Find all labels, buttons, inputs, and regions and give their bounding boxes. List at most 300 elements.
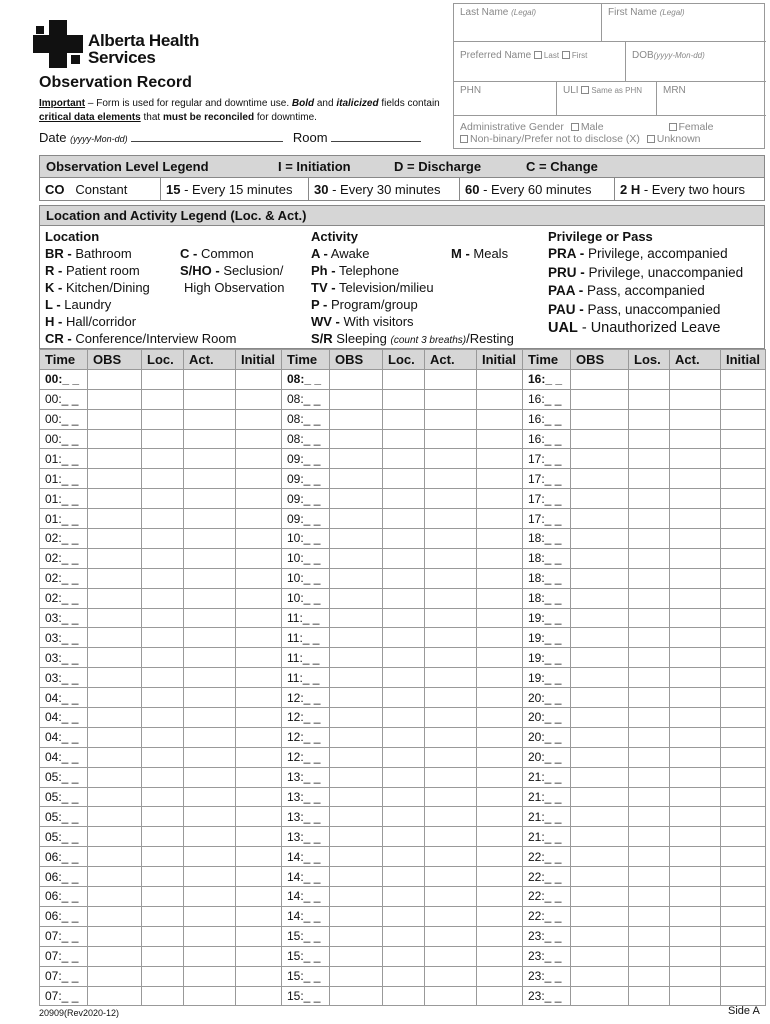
initial-cell[interactable] [721, 986, 766, 1006]
loc-cell[interactable] [142, 906, 184, 926]
loc-cell[interactable] [629, 807, 670, 827]
initial-cell[interactable] [477, 568, 523, 588]
act-cell[interactable] [670, 648, 721, 668]
obs-cell[interactable] [571, 807, 629, 827]
loc-cell[interactable] [383, 608, 425, 628]
initial-cell[interactable] [721, 708, 766, 728]
initial-cell[interactable] [721, 727, 766, 747]
obs-cell[interactable] [88, 489, 142, 509]
loc-cell[interactable] [383, 747, 425, 767]
obs-cell[interactable] [88, 628, 142, 648]
loc-cell[interactable] [142, 688, 184, 708]
act-cell[interactable] [184, 767, 236, 787]
obs-cell[interactable] [88, 389, 142, 409]
act-cell[interactable] [184, 409, 236, 429]
act-cell[interactable] [184, 688, 236, 708]
act-cell[interactable] [425, 787, 477, 807]
initial-cell[interactable] [721, 369, 766, 389]
act-cell[interactable] [425, 548, 477, 568]
act-cell[interactable] [184, 628, 236, 648]
initial-cell[interactable] [477, 867, 523, 887]
obs-cell[interactable] [330, 887, 383, 907]
initial-cell[interactable] [477, 628, 523, 648]
loc-cell[interactable] [629, 688, 670, 708]
loc-cell[interactable] [629, 966, 670, 986]
preferred-name-field[interactable]: Preferred Name Last First [454, 42, 626, 82]
initial-cell[interactable] [236, 429, 282, 449]
initial-cell[interactable] [477, 548, 523, 568]
loc-cell[interactable] [383, 926, 425, 946]
loc-cell[interactable] [142, 727, 184, 747]
loc-cell[interactable] [629, 548, 670, 568]
loc-cell[interactable] [383, 389, 425, 409]
loc-cell[interactable] [383, 568, 425, 588]
act-cell[interactable] [425, 807, 477, 827]
act-cell[interactable] [184, 588, 236, 608]
obs-cell[interactable] [88, 747, 142, 767]
obs-cell[interactable] [330, 727, 383, 747]
initial-cell[interactable] [477, 389, 523, 409]
loc-cell[interactable] [629, 648, 670, 668]
act-cell[interactable] [670, 449, 721, 469]
initial-cell[interactable] [477, 588, 523, 608]
act-cell[interactable] [425, 906, 477, 926]
initial-cell[interactable] [721, 568, 766, 588]
loc-cell[interactable] [629, 469, 670, 489]
initial-cell[interactable] [236, 727, 282, 747]
loc-cell[interactable] [629, 946, 670, 966]
loc-cell[interactable] [142, 389, 184, 409]
act-cell[interactable] [425, 887, 477, 907]
obs-cell[interactable] [571, 787, 629, 807]
loc-cell[interactable] [383, 767, 425, 787]
initial-cell[interactable] [236, 529, 282, 549]
loc-cell[interactable] [142, 767, 184, 787]
loc-cell[interactable] [383, 688, 425, 708]
initial-cell[interactable] [236, 787, 282, 807]
act-cell[interactable] [184, 608, 236, 628]
act-cell[interactable] [425, 389, 477, 409]
obs-cell[interactable] [330, 608, 383, 628]
obs-cell[interactable] [88, 787, 142, 807]
loc-cell[interactable] [142, 529, 184, 549]
act-cell[interactable] [670, 787, 721, 807]
loc-cell[interactable] [383, 847, 425, 867]
initial-cell[interactable] [477, 648, 523, 668]
loc-cell[interactable] [629, 867, 670, 887]
obs-cell[interactable] [88, 986, 142, 1006]
initial-cell[interactable] [721, 429, 766, 449]
obs-cell[interactable] [88, 887, 142, 907]
act-cell[interactable] [670, 469, 721, 489]
loc-cell[interactable] [142, 966, 184, 986]
act-cell[interactable] [670, 807, 721, 827]
act-cell[interactable] [425, 827, 477, 847]
obs-cell[interactable] [571, 548, 629, 568]
initial-cell[interactable] [477, 449, 523, 469]
loc-cell[interactable] [629, 827, 670, 847]
initial-cell[interactable] [236, 489, 282, 509]
act-cell[interactable] [184, 946, 236, 966]
obs-cell[interactable] [88, 767, 142, 787]
obs-cell[interactable] [88, 688, 142, 708]
act-cell[interactable] [425, 688, 477, 708]
obs-cell[interactable] [88, 409, 142, 429]
act-cell[interactable] [670, 628, 721, 648]
act-cell[interactable] [425, 489, 477, 509]
obs-cell[interactable] [330, 946, 383, 966]
obs-cell[interactable] [330, 389, 383, 409]
obs-cell[interactable] [88, 588, 142, 608]
loc-cell[interactable] [629, 509, 670, 529]
loc-cell[interactable] [629, 369, 670, 389]
act-cell[interactable] [184, 986, 236, 1006]
loc-cell[interactable] [383, 548, 425, 568]
obs-cell[interactable] [330, 668, 383, 688]
initial-cell[interactable] [721, 887, 766, 907]
obs-cell[interactable] [571, 847, 629, 867]
initial-cell[interactable] [721, 767, 766, 787]
obs-cell[interactable] [88, 429, 142, 449]
obs-cell[interactable] [330, 847, 383, 867]
initial-cell[interactable] [721, 747, 766, 767]
obs-cell[interactable] [330, 648, 383, 668]
act-cell[interactable] [184, 747, 236, 767]
initial-cell[interactable] [236, 648, 282, 668]
obs-cell[interactable] [330, 449, 383, 469]
initial-cell[interactable] [721, 529, 766, 549]
obs-cell[interactable] [88, 946, 142, 966]
act-cell[interactable] [670, 727, 721, 747]
obs-cell[interactable] [330, 529, 383, 549]
initial-cell[interactable] [477, 847, 523, 867]
initial-cell[interactable] [477, 906, 523, 926]
obs-cell[interactable] [330, 489, 383, 509]
loc-cell[interactable] [383, 469, 425, 489]
obs-cell[interactable] [571, 986, 629, 1006]
act-cell[interactable] [425, 409, 477, 429]
initial-cell[interactable] [477, 489, 523, 509]
obs-cell[interactable] [330, 708, 383, 728]
last-name-field[interactable]: Last Name (Legal) [454, 4, 602, 42]
act-cell[interactable] [670, 548, 721, 568]
initial-cell[interactable] [236, 449, 282, 469]
nonbinary-checkbox[interactable] [460, 135, 468, 143]
initial-cell[interactable] [477, 369, 523, 389]
act-cell[interactable] [670, 429, 721, 449]
initial-cell[interactable] [236, 946, 282, 966]
act-cell[interactable] [425, 708, 477, 728]
act-cell[interactable] [184, 548, 236, 568]
act-cell[interactable] [184, 509, 236, 529]
initial-cell[interactable] [477, 807, 523, 827]
unknown-checkbox[interactable] [647, 135, 655, 143]
initial-cell[interactable] [721, 628, 766, 648]
loc-cell[interactable] [383, 429, 425, 449]
act-cell[interactable] [670, 827, 721, 847]
act-cell[interactable] [670, 369, 721, 389]
loc-cell[interactable] [383, 529, 425, 549]
act-cell[interactable] [425, 429, 477, 449]
act-cell[interactable] [425, 608, 477, 628]
act-cell[interactable] [670, 767, 721, 787]
act-cell[interactable] [425, 668, 477, 688]
loc-cell[interactable] [383, 887, 425, 907]
initial-cell[interactable] [236, 966, 282, 986]
initial-cell[interactable] [236, 628, 282, 648]
checkbox-icon[interactable] [581, 86, 589, 94]
obs-cell[interactable] [330, 548, 383, 568]
obs-cell[interactable] [88, 906, 142, 926]
initial-cell[interactable] [477, 688, 523, 708]
initial-cell[interactable] [477, 767, 523, 787]
initial-cell[interactable] [721, 807, 766, 827]
loc-cell[interactable] [383, 906, 425, 926]
initial-cell[interactable] [721, 509, 766, 529]
initial-cell[interactable] [721, 668, 766, 688]
initial-cell[interactable] [236, 986, 282, 1006]
loc-cell[interactable] [629, 449, 670, 469]
loc-cell[interactable] [142, 867, 184, 887]
loc-cell[interactable] [142, 369, 184, 389]
act-cell[interactable] [184, 648, 236, 668]
act-cell[interactable] [425, 568, 477, 588]
act-cell[interactable] [670, 887, 721, 907]
obs-cell[interactable] [330, 807, 383, 827]
loc-cell[interactable] [142, 847, 184, 867]
loc-cell[interactable] [629, 568, 670, 588]
obs-cell[interactable] [330, 906, 383, 926]
obs-cell[interactable] [88, 668, 142, 688]
obs-cell[interactable] [330, 369, 383, 389]
loc-cell[interactable] [142, 747, 184, 767]
act-cell[interactable] [425, 648, 477, 668]
loc-cell[interactable] [142, 986, 184, 1006]
loc-cell[interactable] [629, 887, 670, 907]
initial-cell[interactable] [721, 648, 766, 668]
female-checkbox[interactable] [669, 123, 677, 131]
act-cell[interactable] [670, 608, 721, 628]
loc-cell[interactable] [383, 449, 425, 469]
obs-cell[interactable] [571, 668, 629, 688]
loc-cell[interactable] [383, 807, 425, 827]
initial-cell[interactable] [721, 847, 766, 867]
initial-cell[interactable] [721, 867, 766, 887]
initial-cell[interactable] [236, 389, 282, 409]
act-cell[interactable] [425, 369, 477, 389]
loc-cell[interactable] [629, 668, 670, 688]
initial-cell[interactable] [721, 449, 766, 469]
act-cell[interactable] [670, 409, 721, 429]
obs-cell[interactable] [88, 509, 142, 529]
loc-cell[interactable] [629, 409, 670, 429]
initial-cell[interactable] [477, 429, 523, 449]
loc-cell[interactable] [383, 787, 425, 807]
obs-cell[interactable] [88, 469, 142, 489]
obs-cell[interactable] [88, 449, 142, 469]
act-cell[interactable] [670, 946, 721, 966]
act-cell[interactable] [670, 389, 721, 409]
act-cell[interactable] [184, 867, 236, 887]
obs-cell[interactable] [88, 548, 142, 568]
loc-cell[interactable] [142, 548, 184, 568]
initial-cell[interactable] [236, 688, 282, 708]
act-cell[interactable] [184, 429, 236, 449]
initial-cell[interactable] [721, 588, 766, 608]
loc-cell[interactable] [142, 807, 184, 827]
act-cell[interactable] [425, 727, 477, 747]
act-cell[interactable] [184, 449, 236, 469]
obs-cell[interactable] [571, 489, 629, 509]
act-cell[interactable] [184, 489, 236, 509]
loc-cell[interactable] [629, 429, 670, 449]
obs-cell[interactable] [88, 608, 142, 628]
act-cell[interactable] [184, 369, 236, 389]
obs-cell[interactable] [571, 688, 629, 708]
obs-cell[interactable] [571, 727, 629, 747]
obs-cell[interactable] [571, 449, 629, 469]
act-cell[interactable] [425, 986, 477, 1006]
act-cell[interactable] [670, 747, 721, 767]
initial-cell[interactable] [721, 926, 766, 946]
loc-cell[interactable] [383, 946, 425, 966]
obs-cell[interactable] [330, 767, 383, 787]
loc-cell[interactable] [142, 429, 184, 449]
initial-cell[interactable] [236, 369, 282, 389]
initial-cell[interactable] [721, 409, 766, 429]
act-cell[interactable] [184, 847, 236, 867]
act-cell[interactable] [425, 966, 477, 986]
act-cell[interactable] [670, 986, 721, 1006]
obs-cell[interactable] [330, 867, 383, 887]
obs-cell[interactable] [571, 708, 629, 728]
obs-cell[interactable] [330, 688, 383, 708]
loc-cell[interactable] [629, 489, 670, 509]
loc-cell[interactable] [383, 648, 425, 668]
obs-cell[interactable] [571, 529, 629, 549]
loc-cell[interactable] [629, 986, 670, 1006]
loc-cell[interactable] [383, 409, 425, 429]
act-cell[interactable] [425, 509, 477, 529]
initial-cell[interactable] [721, 787, 766, 807]
loc-cell[interactable] [629, 708, 670, 728]
loc-cell[interactable] [383, 668, 425, 688]
obs-cell[interactable] [571, 966, 629, 986]
loc-cell[interactable] [142, 926, 184, 946]
act-cell[interactable] [425, 946, 477, 966]
loc-cell[interactable] [383, 867, 425, 887]
initial-cell[interactable] [477, 887, 523, 907]
loc-cell[interactable] [142, 588, 184, 608]
obs-cell[interactable] [571, 628, 629, 648]
act-cell[interactable] [425, 628, 477, 648]
obs-cell[interactable] [330, 469, 383, 489]
checkbox-icon[interactable] [562, 51, 570, 59]
initial-cell[interactable] [236, 509, 282, 529]
obs-cell[interactable] [330, 827, 383, 847]
initial-cell[interactable] [477, 608, 523, 628]
act-cell[interactable] [184, 966, 236, 986]
initial-cell[interactable] [477, 529, 523, 549]
initial-cell[interactable] [236, 767, 282, 787]
initial-cell[interactable] [721, 548, 766, 568]
loc-cell[interactable] [383, 628, 425, 648]
act-cell[interactable] [425, 767, 477, 787]
act-cell[interactable] [670, 509, 721, 529]
act-cell[interactable] [184, 668, 236, 688]
obs-cell[interactable] [571, 409, 629, 429]
act-cell[interactable] [670, 588, 721, 608]
initial-cell[interactable] [236, 568, 282, 588]
loc-cell[interactable] [142, 509, 184, 529]
obs-cell[interactable] [571, 946, 629, 966]
initial-cell[interactable] [477, 727, 523, 747]
obs-cell[interactable] [88, 529, 142, 549]
loc-cell[interactable] [629, 847, 670, 867]
act-cell[interactable] [184, 906, 236, 926]
act-cell[interactable] [670, 708, 721, 728]
loc-cell[interactable] [629, 787, 670, 807]
act-cell[interactable] [670, 489, 721, 509]
loc-cell[interactable] [142, 887, 184, 907]
loc-cell[interactable] [383, 369, 425, 389]
date-field[interactable] [131, 130, 283, 142]
loc-cell[interactable] [629, 608, 670, 628]
initial-cell[interactable] [477, 946, 523, 966]
loc-cell[interactable] [142, 409, 184, 429]
act-cell[interactable] [425, 529, 477, 549]
loc-cell[interactable] [383, 827, 425, 847]
initial-cell[interactable] [721, 827, 766, 847]
loc-cell[interactable] [629, 389, 670, 409]
initial-cell[interactable] [477, 509, 523, 529]
initial-cell[interactable] [721, 946, 766, 966]
obs-cell[interactable] [88, 867, 142, 887]
dob-field[interactable]: DOB(yyyy-Mon-dd) [626, 42, 766, 82]
obs-cell[interactable] [330, 986, 383, 1006]
act-cell[interactable] [670, 688, 721, 708]
obs-cell[interactable] [88, 966, 142, 986]
act-cell[interactable] [425, 588, 477, 608]
act-cell[interactable] [425, 449, 477, 469]
initial-cell[interactable] [236, 887, 282, 907]
act-cell[interactable] [425, 747, 477, 767]
loc-cell[interactable] [383, 509, 425, 529]
loc-cell[interactable] [142, 827, 184, 847]
loc-cell[interactable] [142, 946, 184, 966]
initial-cell[interactable] [236, 588, 282, 608]
initial-cell[interactable] [236, 926, 282, 946]
initial-cell[interactable] [477, 787, 523, 807]
loc-cell[interactable] [142, 648, 184, 668]
act-cell[interactable] [184, 389, 236, 409]
initial-cell[interactable] [236, 867, 282, 887]
phn-field[interactable]: PHN [454, 82, 557, 116]
act-cell[interactable] [670, 529, 721, 549]
loc-cell[interactable] [383, 986, 425, 1006]
initial-cell[interactable] [236, 847, 282, 867]
initial-cell[interactable] [477, 747, 523, 767]
checkbox-icon[interactable] [534, 51, 542, 59]
loc-cell[interactable] [629, 926, 670, 946]
initial-cell[interactable] [236, 747, 282, 767]
initial-cell[interactable] [721, 906, 766, 926]
initial-cell[interactable] [236, 807, 282, 827]
initial-cell[interactable] [236, 708, 282, 728]
act-cell[interactable] [184, 469, 236, 489]
obs-cell[interactable] [330, 429, 383, 449]
loc-cell[interactable] [142, 668, 184, 688]
